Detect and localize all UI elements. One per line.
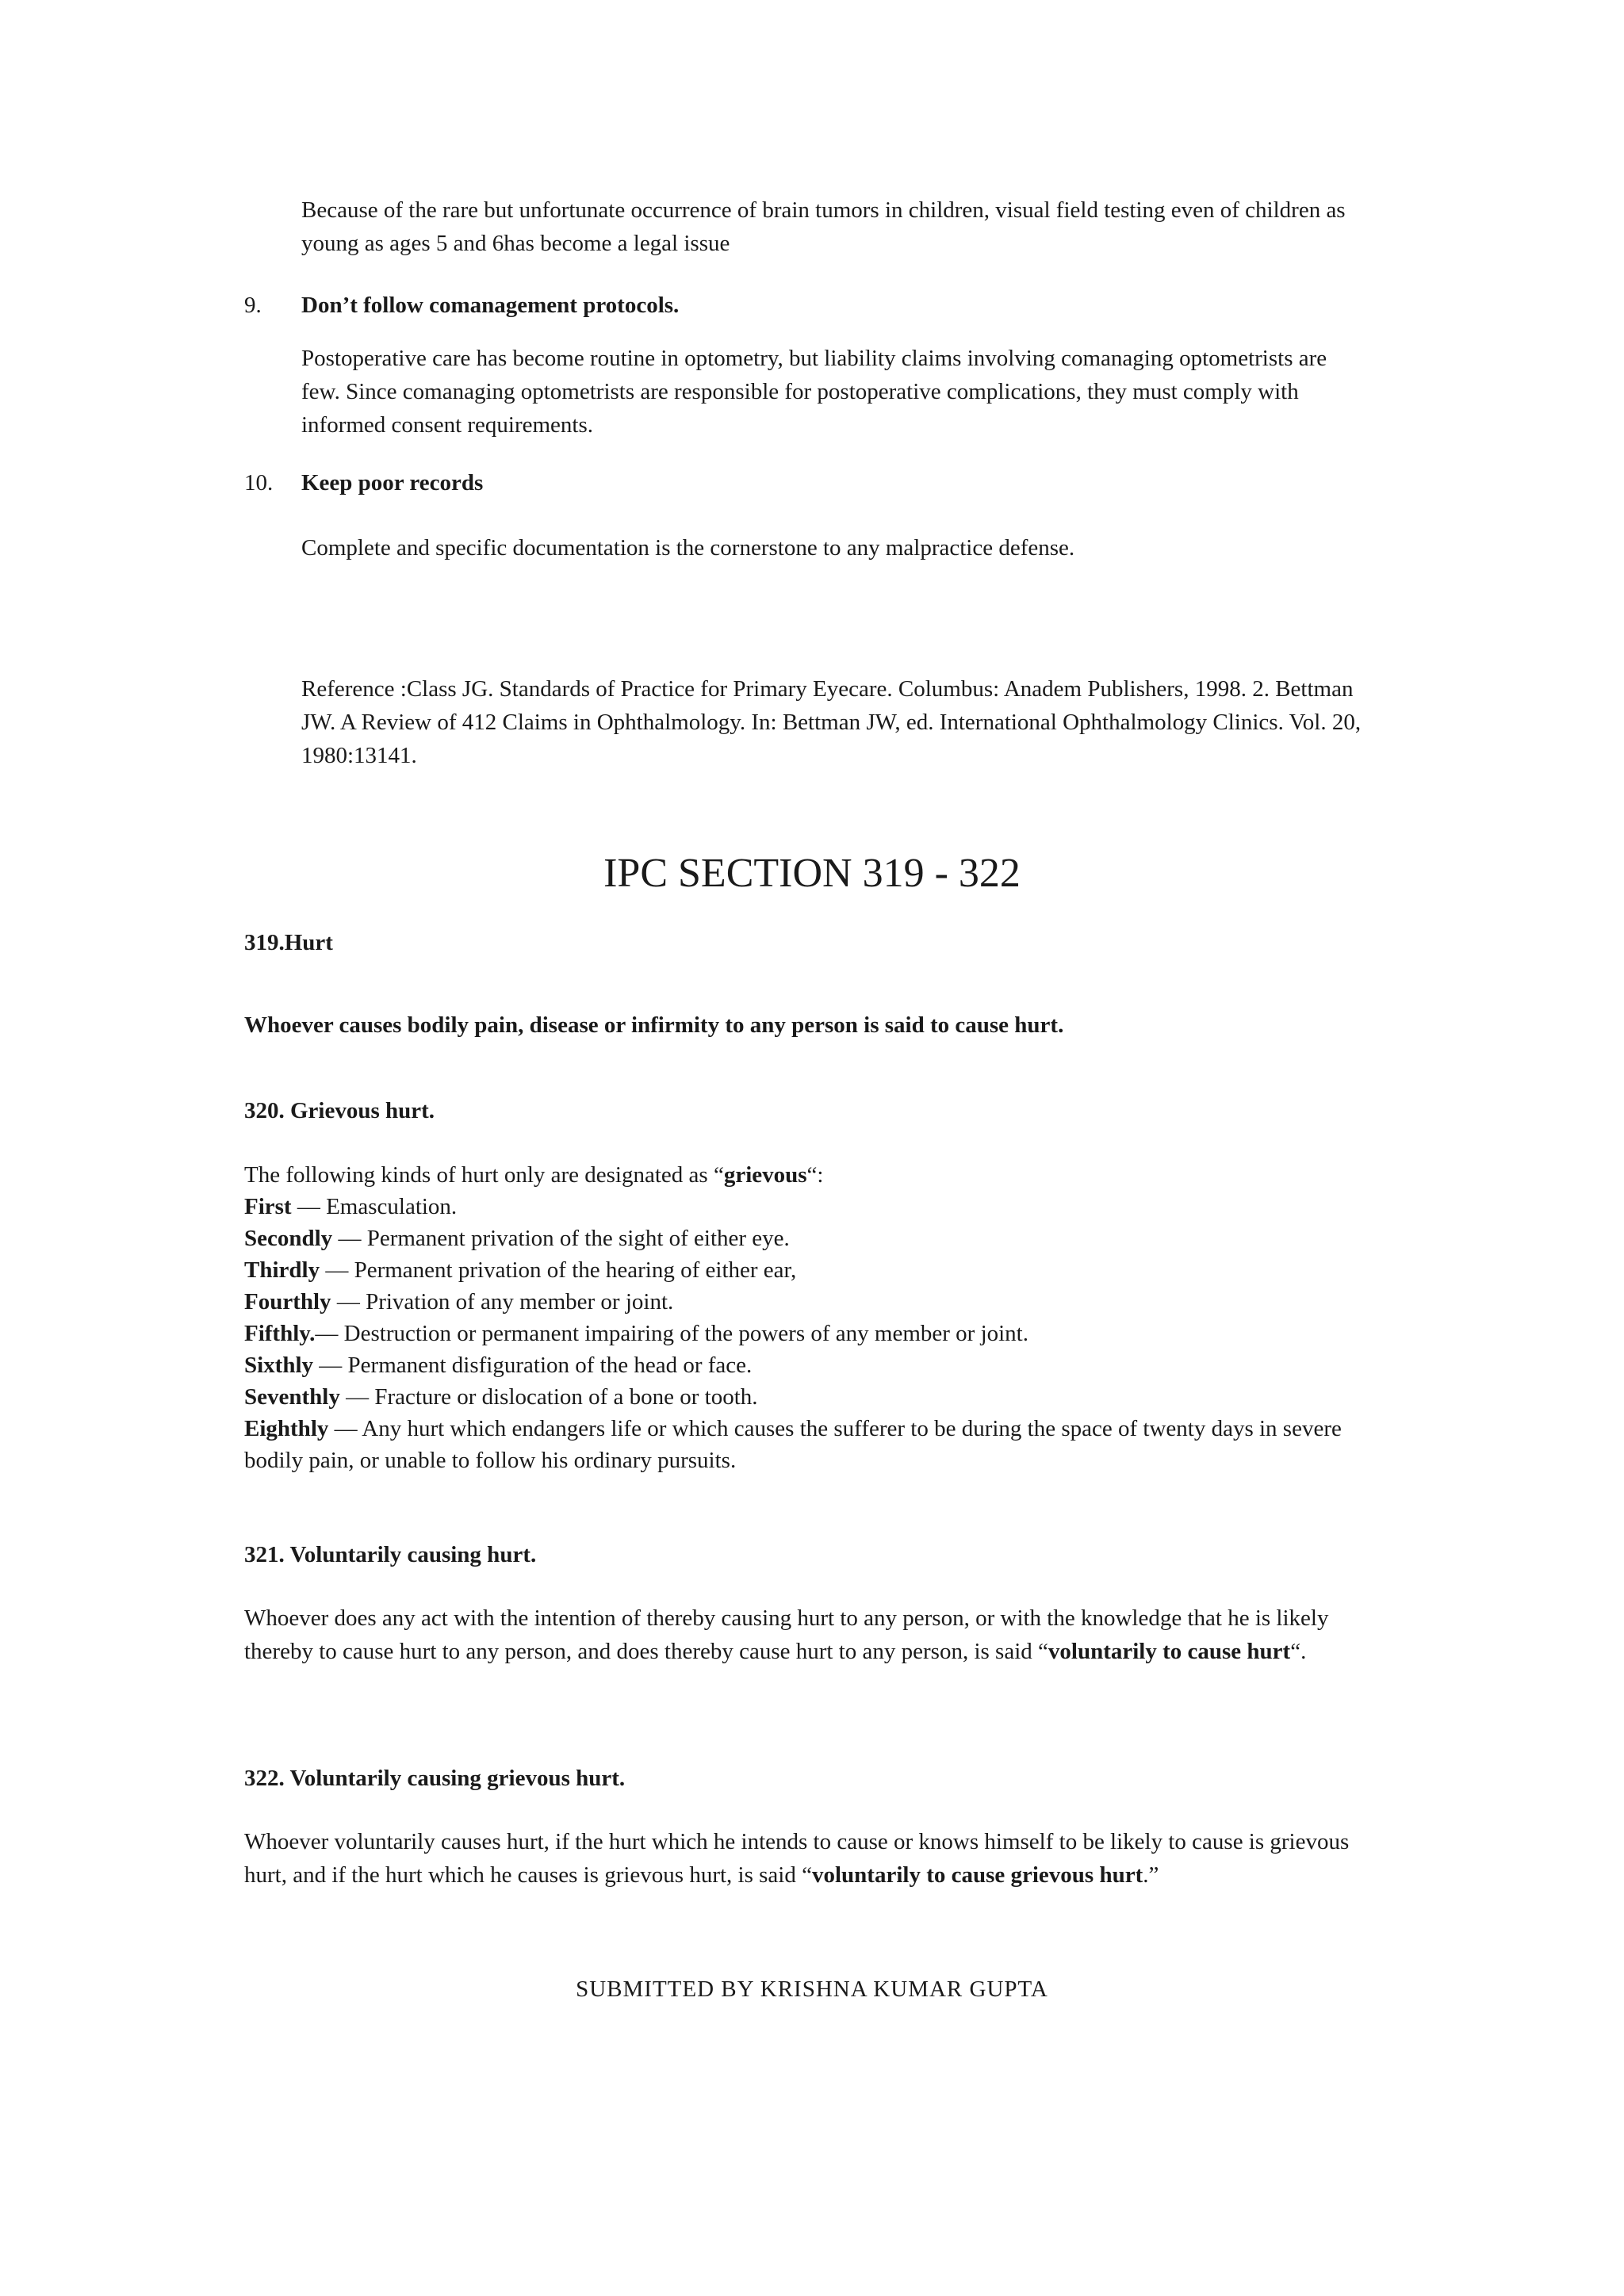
kind-seventhly: Seventhly — Fracture or dislocation of a bone or tooth.: [244, 1384, 758, 1410]
s321-heading: 321. Voluntarily causing hurt.: [244, 1542, 537, 1567]
kind-fourthly: Fourthly — Privation of any member or joint.: [244, 1289, 674, 1314]
s320-kinds-list: [244, 1159, 1386, 1476]
reference-paragraph: Reference :Class JG. Standards of Practice for Primary Eyecare. Columbus: Anadem Publishers, 1998. 2. Bettman JW. A Review of 412 Claims in Ophthalmology. In: Bettman JW, ed. International Ophthalmology Clinics. Vol. 20, 1980:13141.: [301, 676, 1362, 768]
item-10-heading: [244, 466, 483, 499]
item-10-number: 10.: [244, 470, 274, 496]
s320-intro: The following kinds of hurt only are designated as “grievous“:: [244, 1162, 824, 1188]
kind-sixthly: Sixthly — Permanent disfiguration of the head or face.: [244, 1353, 753, 1378]
item-9-title: Don’t follow comanagement protocols.: [301, 293, 680, 318]
item-9-heading: [244, 289, 679, 322]
item-10-body: Complete and specific documentation is the cornerstone to any malpractice defense.: [301, 535, 1075, 561]
s320-heading: 320. Grievous hurt.: [244, 1098, 435, 1123]
item-9-number: 9.: [244, 293, 262, 318]
intro-paragraph: Because of the rare but unfortunate occurrence of brain tumors in children, visual field testing even of children as young as ages 5 and 6has become a legal issue: [301, 197, 1346, 256]
s319-body: Whoever causes bodily pain, disease or infirmity to any person is said to cause hurt.: [244, 1012, 1064, 1038]
kind-first: First — Emasculation.: [244, 1194, 458, 1219]
s319-heading: 319.Hurt: [244, 930, 333, 955]
kind-thirdly: Thirdly — Permanent privation of the hearing of either ear,: [244, 1257, 797, 1283]
s322-body: Whoever voluntarily causes hurt, if the hurt which he intends to cause or knows himself to be likely to cause is grievous hurt, and if the hurt which he causes is grievous hurt, is said “voluntarily to cause grievous hurt.”: [244, 1829, 1350, 1888]
item-9-body: Postoperative care has become routine in optometry, but liability claims involving comanaging optometrists are few. Since comanaging optometrists are responsible for postoperative complications, they must comply with informed consent requirements.: [301, 346, 1327, 438]
s321-body: Whoever does any act with the intention of thereby causing hurt to any person, or with the knowledge that he is likely thereby to cause hurt to any person, and does thereby cause hurt to any person, is said “voluntarily to cause hurt“.: [244, 1605, 1329, 1664]
page-title: IPC SECTION 319 - 322: [603, 851, 1021, 896]
s322-heading: 322. Voluntarily causing grievous hurt.: [244, 1766, 626, 1791]
submitted-by-footer: SUBMITTED BY KRISHNA KUMAR GUPTA: [576, 1976, 1048, 2002]
item-10-title: Keep poor records: [301, 470, 484, 496]
kind-fifthly: Fifthly.— Destruction or permanent impairing of the powers of any member or joint.: [244, 1321, 1028, 1346]
kind-eighthly: Eighthly — Any hurt which endangers life or which causes the sufferer to be during the space of twenty days in severe bodily pain, or unable to follow his ordinary pursuits.: [244, 1416, 1342, 1473]
kind-secondly: Secondly — Permanent privation of the sight of either eye.: [244, 1226, 790, 1251]
